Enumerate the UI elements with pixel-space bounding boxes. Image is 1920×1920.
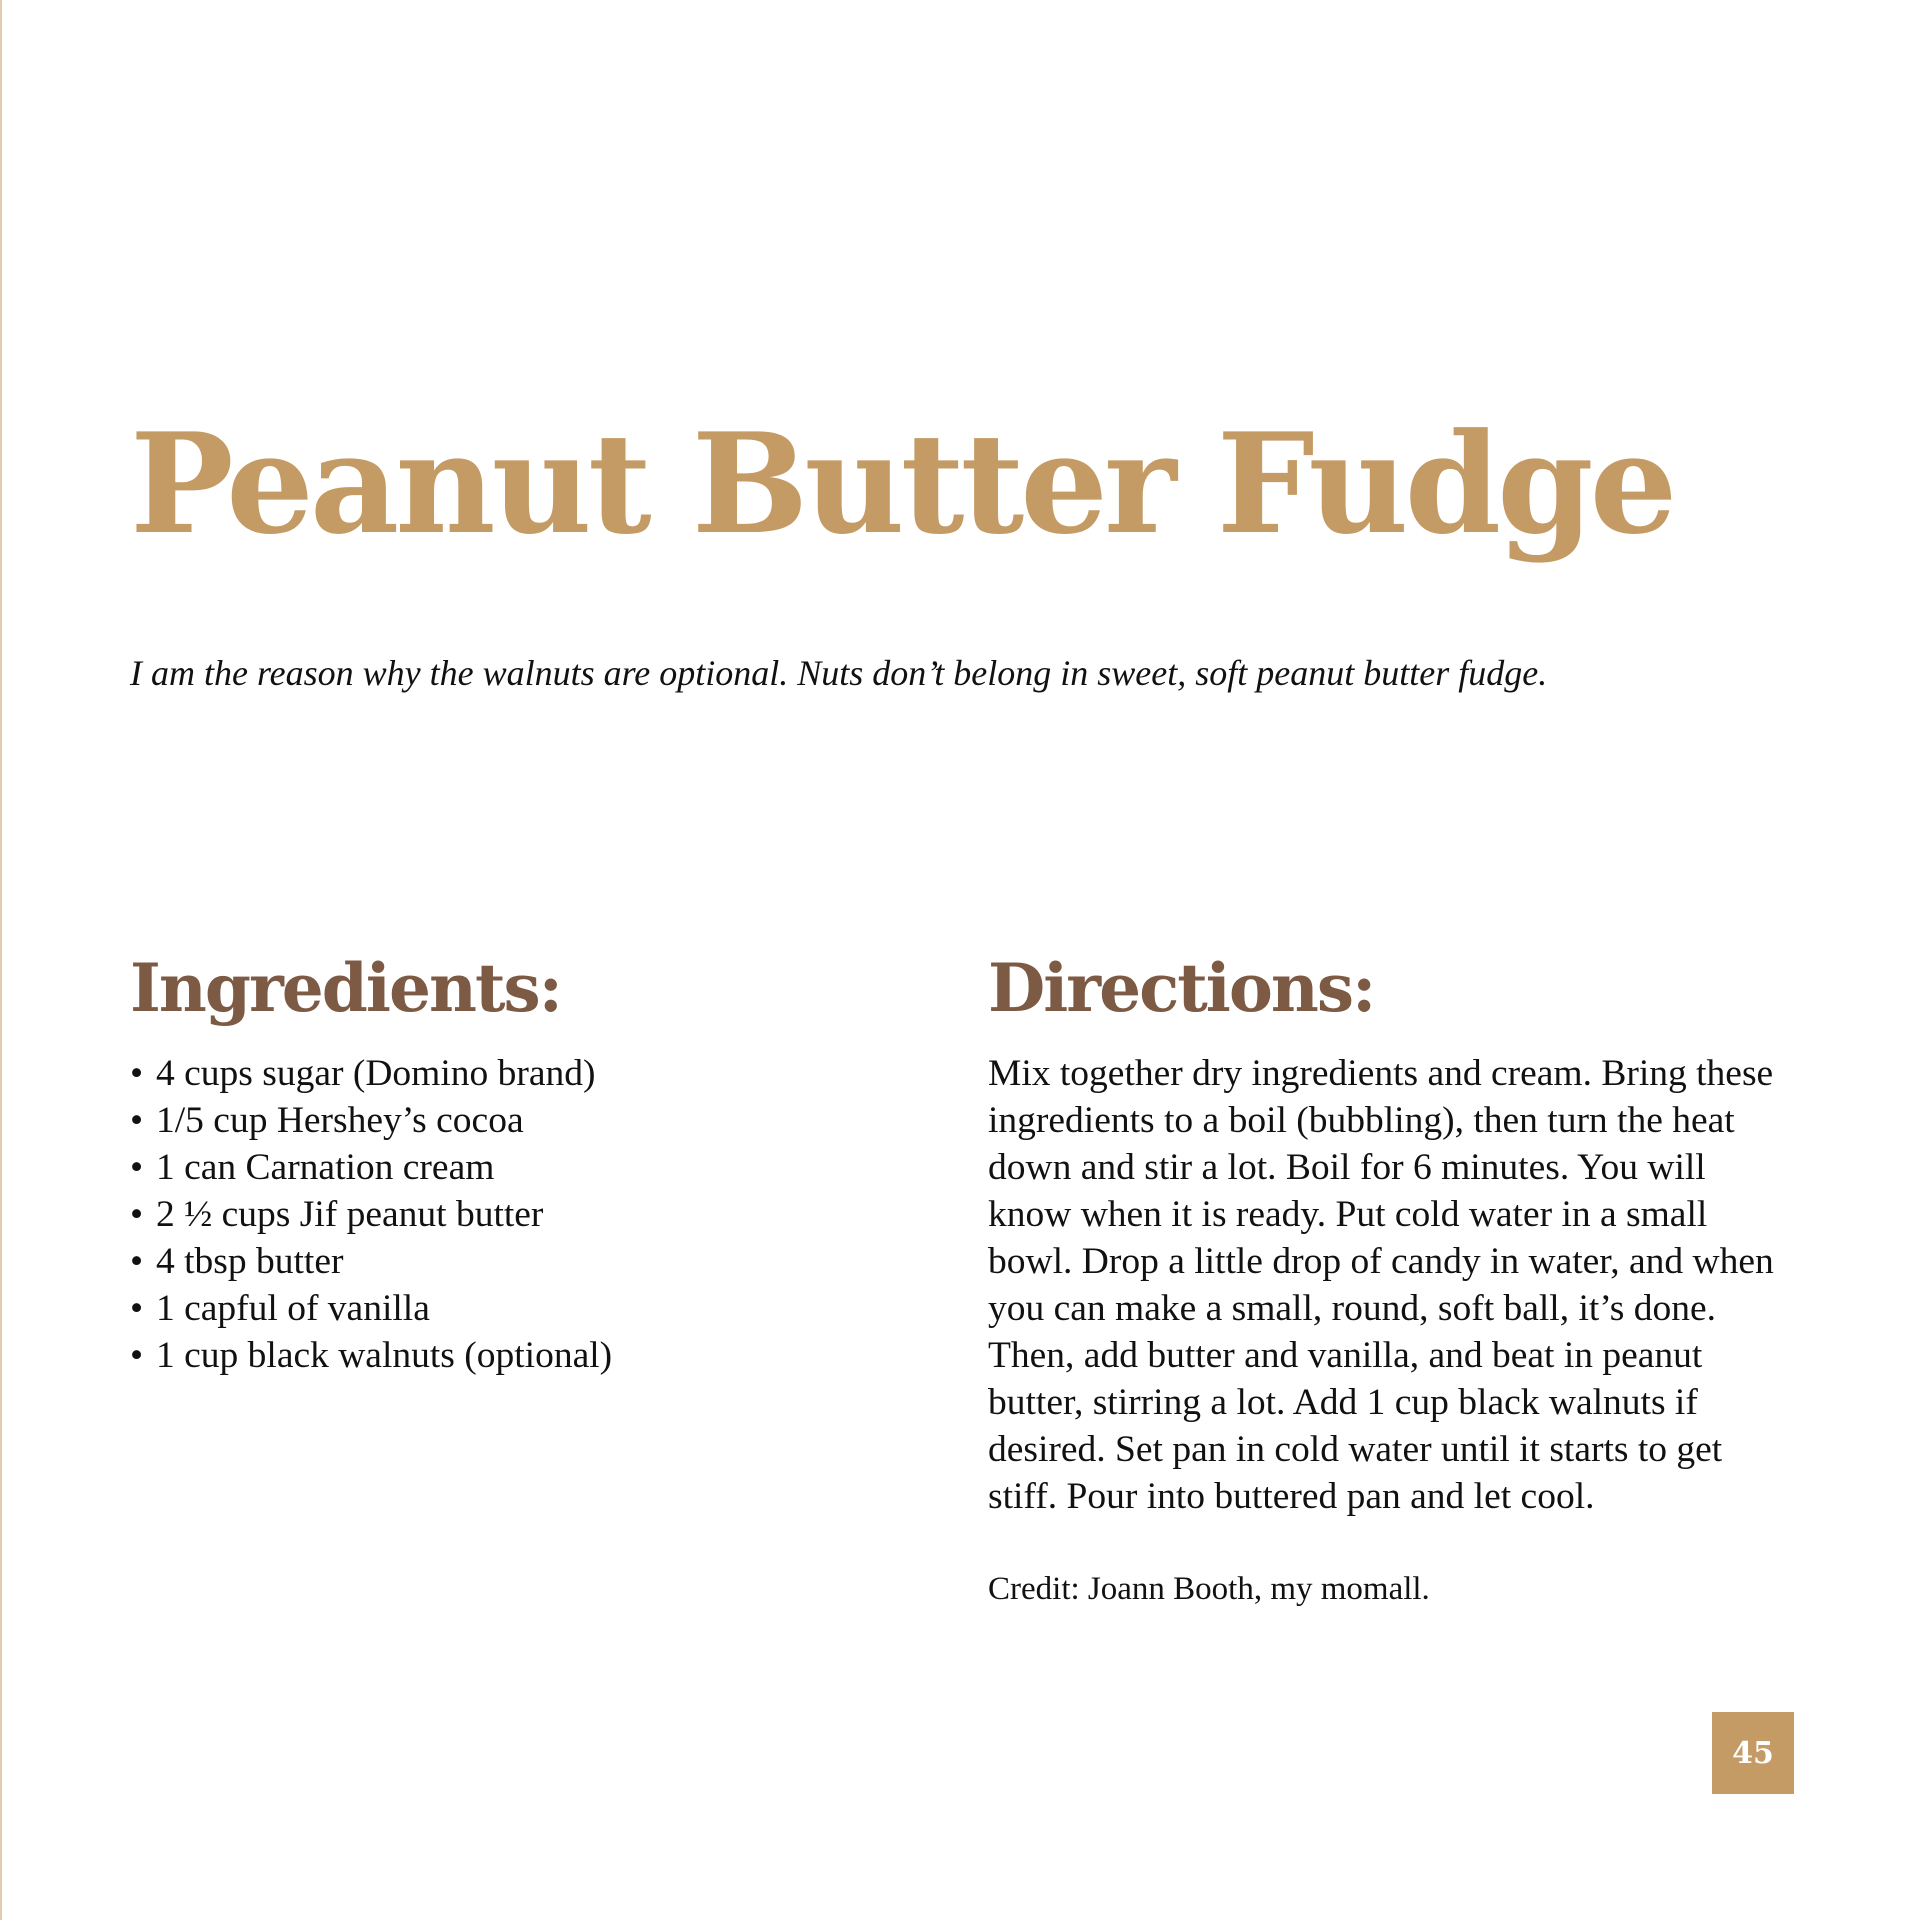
- bullet-icon: •: [130, 1053, 144, 1094]
- page-edge-line: [0, 0, 2, 1920]
- ingredient-item: [130, 1097, 850, 1144]
- ingredient-item: [130, 1285, 850, 1332]
- ingredient-text: 4 tbsp butter: [156, 1241, 344, 1282]
- ingredient-text: 1 cup black walnuts (optional): [156, 1335, 613, 1376]
- ingredient-text: 1 can Carnation cream: [156, 1147, 495, 1188]
- ingredient-text: 1/5 cup Hershey’s cocoa: [156, 1100, 524, 1141]
- ingredient-item: [130, 1238, 850, 1285]
- page-number-badge: [1712, 1712, 1794, 1794]
- bullet-icon: •: [130, 1288, 144, 1329]
- ingredient-item: [130, 1332, 850, 1379]
- ingredients-list: [130, 1050, 850, 1379]
- recipe-credit: Credit: Joann Booth, my momall.: [988, 1571, 1430, 1607]
- directions-text: Mix together dry ingredients and cream. Bring these ingredients to a boil (bubbling), then turn the heat down and stir a lot. Boil for 6 minutes. You will know when it is ready. Put cold water in a small bowl. Drop a little drop of candy in water, and when you can make a small, round, soft ball, it’s done. Then, add butter and vanilla, and beat in peanut butter, stirring a lot. Add 1 cup black walnuts if desired. Set pan in cold water until it starts to get stiff. Pour into buttered pan and let cool.: [988, 1053, 1774, 1517]
- ingredient-item: [130, 1050, 850, 1097]
- ingredient-item: [130, 1144, 850, 1191]
- ingredient-text: 4 cups sugar (Domino brand): [156, 1053, 596, 1094]
- ingredient-text: 1 capful of vanilla: [156, 1288, 430, 1329]
- page-number: 45: [1732, 1735, 1774, 1771]
- recipe-title: Peanut Butter Fudge: [130, 402, 1674, 565]
- directions-heading: Directions:: [988, 949, 1375, 1027]
- bullet-icon: •: [130, 1100, 144, 1141]
- bullet-icon: •: [130, 1147, 144, 1188]
- ingredient-item: [130, 1191, 850, 1238]
- ingredient-text: 2 ½ cups Jif peanut butter: [156, 1194, 544, 1235]
- ingredients-heading: Ingredients:: [130, 949, 561, 1027]
- bullet-icon: •: [130, 1241, 144, 1282]
- bullet-icon: •: [130, 1194, 144, 1235]
- recipe-intro: I am the reason why the walnuts are optional. Nuts don’t belong in sweet, soft peanut butter fudge.: [130, 653, 1548, 693]
- bullet-icon: •: [130, 1335, 144, 1376]
